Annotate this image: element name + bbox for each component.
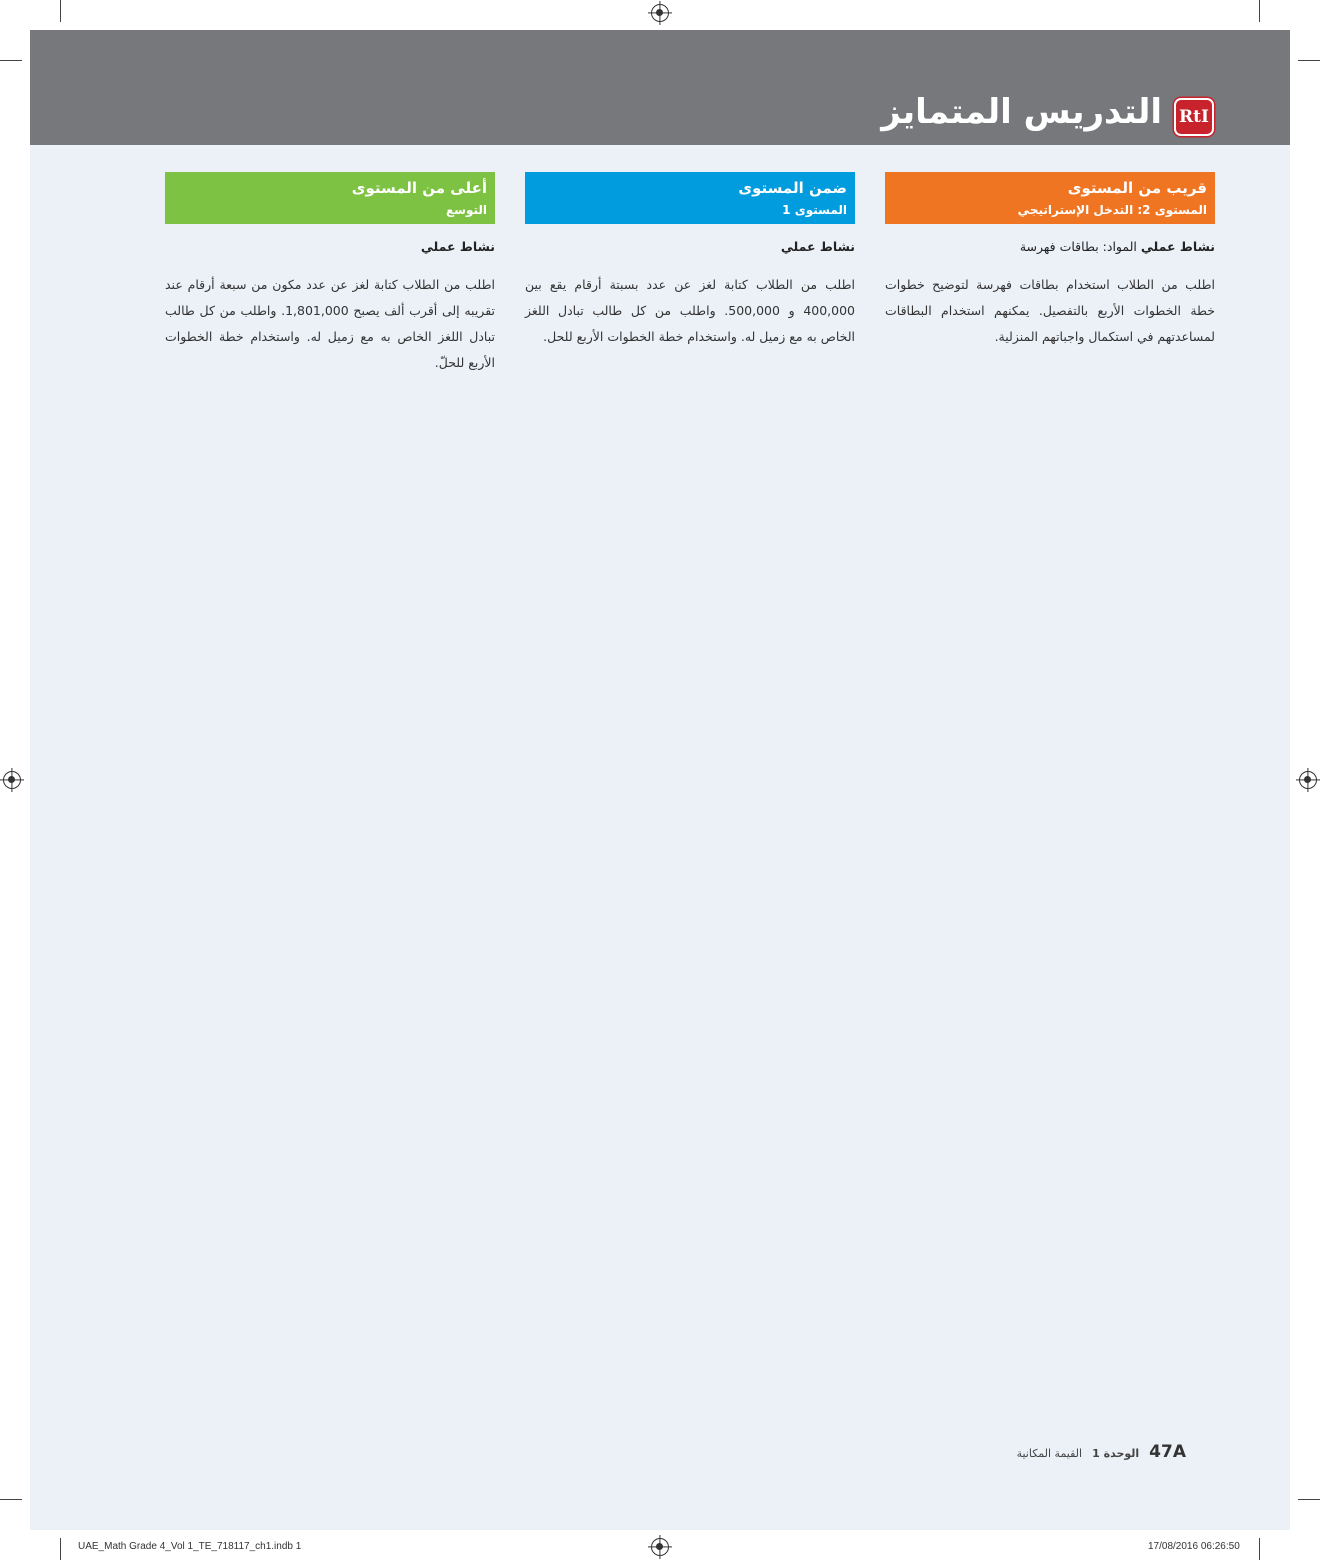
page-footer	[1017, 1442, 1186, 1462]
crop-mark	[1259, 1538, 1260, 1560]
registration-mark-icon	[1299, 771, 1317, 789]
column-header	[525, 172, 855, 224]
activity-label: نشاط عملي	[1140, 239, 1215, 254]
column-body: اطلب من الطلاب استخدام بطاقات فهرسة لتوضيح خطوات خطة الخطوات الأربع بالتفصيل. يمكنهم استخدام البطاقات لمساعدتهم في استكمال واجباتهم المنزلية.	[885, 277, 1215, 344]
rti-badge-icon: RtI	[1174, 98, 1214, 136]
activity-line	[885, 238, 1215, 256]
crop-mark	[60, 1538, 61, 1560]
page-panel	[30, 30, 1290, 1530]
column-body: اطلب من الطلاب كتابة لغز عن عدد بسبتة أرقام يقع بين 400,000 و 500,000. واطلب من كل طالب تبادل اللغز الخاص به مع زميل له. واستخدام خطة الخطوات الأربع للحل.	[525, 277, 856, 344]
footer-topic: القيمة المكانية	[1016, 1447, 1083, 1460]
column-on-level	[525, 172, 855, 350]
footer-unit: الوحدة 1	[1092, 1447, 1140, 1460]
crop-mark	[1259, 0, 1260, 22]
column-subtitle: المستوى 1	[782, 203, 847, 217]
column-title: ضمن المستوى	[738, 179, 847, 197]
column-beyond	[165, 172, 495, 376]
activity-label: نشاط عملي	[780, 239, 855, 254]
registration-mark-icon	[651, 4, 669, 22]
activity-line	[165, 238, 495, 256]
activity-detail: المواد: بطاقات فهرسة	[1019, 239, 1137, 254]
crop-mark	[1298, 60, 1320, 61]
crop-mark	[60, 0, 61, 22]
crop-mark	[1298, 1499, 1320, 1500]
column-subtitle: التوسع	[445, 203, 487, 217]
column-header	[165, 172, 495, 224]
page-title: التدريس المتمايز	[881, 92, 1162, 132]
slug-date: 17/08/2016 06:26:50	[1148, 1541, 1240, 1552]
column-header	[885, 172, 1215, 224]
activity-line	[525, 238, 855, 256]
page-number: 47A	[1149, 1442, 1186, 1462]
column-subtitle: المستوى 2: التدخل الإستراتيجي	[1017, 203, 1207, 217]
header-bar	[30, 30, 1290, 145]
column-approaching	[885, 172, 1215, 350]
column-body: اطلب من الطلاب كتابة لغز عن عدد مكون من سبعة أرقام عند تقريبه إلى أقرب ألف يصبح 1,801,000. واطلب من كل طالب تبادل اللغز الخاص به مع زميل له. واستخدام خطة الخطوات الأربع للحلّ.	[165, 277, 495, 370]
registration-mark-icon	[651, 1538, 669, 1556]
slug-filename: UAE_Math Grade 4_Vol 1_TE_718117_ch1.indb 1	[78, 1541, 302, 1552]
column-title: قريب من المستوى	[1067, 179, 1207, 197]
crop-mark	[0, 1499, 22, 1500]
column-title: أعلى من المستوى	[351, 179, 487, 197]
registration-mark-icon	[3, 771, 21, 789]
crop-mark	[0, 60, 22, 61]
activity-label: نشاط عملي	[420, 239, 495, 254]
